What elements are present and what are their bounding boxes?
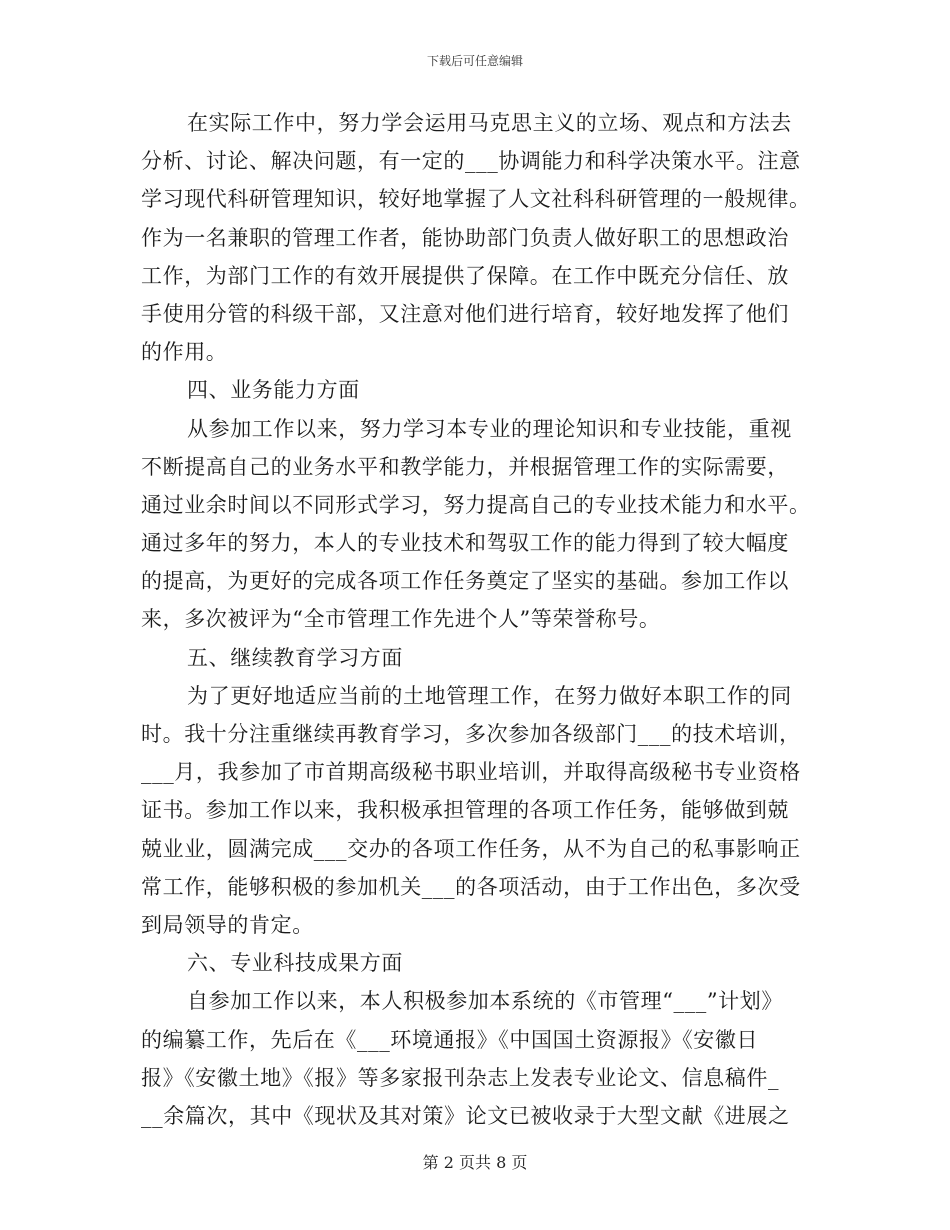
text-line: 从参加工作以来，努力学习本专业的理论知识和专业技能，重视 <box>187 416 792 441</box>
text-line: 来，多次被评为“全市管理工作先进个人”等荣誉称号。 <box>141 607 661 632</box>
text-line: 不断提高自己的业务水平和教学能力，并根据管理工作的实际需要， <box>141 454 789 479</box>
text-line: 为了更好地适应当前的土地管理工作，在努力做好本职工作的同 <box>187 683 792 708</box>
text-line: 兢业业，圆满完成___交办的各项工作任务，从不为自己的私事影响正 <box>141 836 801 861</box>
text-line: 常工作，能够积极的参加机关___的各项活动，由于工作出色，多次受 <box>141 874 801 899</box>
text-line: ___月，我参加了市首期高级秘书职业培训，并取得高级秘书专业资格 <box>141 760 801 785</box>
text-line: 的作用。 <box>141 340 228 365</box>
text-line: 学习现代科研管理知识，较好地掌握了人文社科科研管理的一般规律。 <box>141 187 811 212</box>
page-number: 第 2 页共 8 页 <box>422 1153 528 1172</box>
text-line: 通过多年的努力，本人的专业技术和驾驭工作的能力得到了较大幅度 <box>141 531 789 556</box>
text-line: 作为一名兼职的管理工作者，能协助部门负责人做好职工的思想政治 <box>141 225 789 250</box>
text-line: 手使用分管的科级干部，又注意对他们进行培育，较好地发挥了他们 <box>141 301 789 326</box>
text-line: 时。我十分注重继续再教育学习，多次参加各级部门___的技术培训， <box>141 722 801 746</box>
text-line: 到局领导的肯定。 <box>141 912 314 937</box>
text-line: 通过业余时间以不同形式学习，努力提高自己的专业技术能力和水平。 <box>141 492 811 517</box>
section-heading: 四、业务能力方面 <box>187 378 360 403</box>
document-body <box>141 104 811 1135</box>
text-line: 报》《安徽土地》《报》等多家报刊杂志上发表专业论文、信息稿件_ <box>141 1065 780 1090</box>
text-line: 工作，为部门工作的有效开展提供了保障。在工作中既充分信任、放 <box>141 263 789 288</box>
page-header: 下载后可任意编辑 <box>426 54 523 68</box>
section-heading: 五、继续教育学习方面 <box>187 645 403 670</box>
text-line: 证书。参加工作以来，我积极承担管理的各项工作任务，能够做到兢 <box>141 798 789 823</box>
text-line: 在实际工作中，努力学会运用马克思主义的立场、观点和方法去 <box>187 111 792 135</box>
text-line: 的提高，为更好的完成各项工作任务奠定了坚实的基础。参加工作以 <box>141 569 789 594</box>
section-heading: 六、专业科技成果方面 <box>187 951 403 976</box>
text-line: 分析、讨论、解决问题，有一定的___协调能力和科学决策水平。注意 <box>141 149 801 174</box>
text-line: 自参加工作以来，本人积极参加本系统的《市管理“___”计划》 <box>187 989 783 1014</box>
text-line: 的编纂工作，先后在《___环境通报》《中国国土资源报》《安徽日 <box>141 1027 759 1052</box>
text-line: __余篇次，其中《现状及其对策》论文已被收录于大型文献《进展之 <box>141 1103 790 1128</box>
